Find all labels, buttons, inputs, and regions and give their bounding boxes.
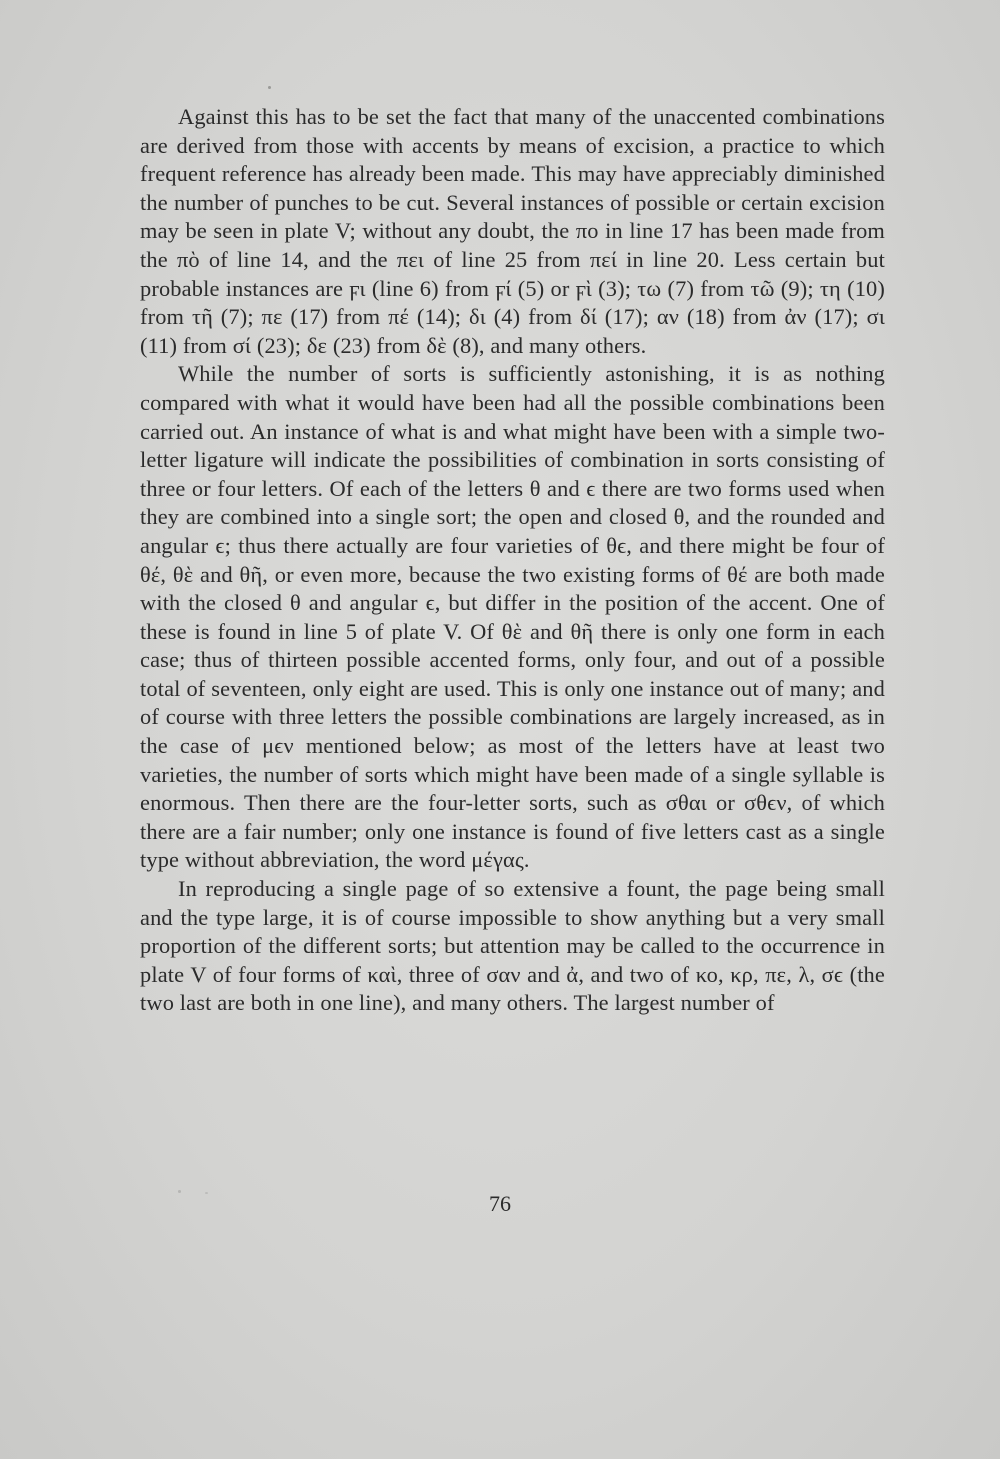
- body-text: [140, 103, 885, 1018]
- paper-speck: [268, 86, 271, 89]
- paragraph: Against this has to be set the fact that many of the unaccented combinations are derived from those with accents by means of excision, a practice to which frequent reference has already been made. This may have appreciably diminished the number of punches to be cut. Several instances of possible or certain excision may be seen in plate V; without any doubt, the πο in line 17 has been made from the πὸ of line 14, and the πει of line 25 from πεί in line 20. Less certain but probable instances are ϝι (line 6) from ϝί (5) or ϝὶ (3); τω (7) from τῶ (9); τη (10) from τῆ (7); πε (17) from πέ (14); δι (4) from δί (17); αν (18) from ἀν (17); σι (11) from σί (23); δε (23) from δὲ (8), and many others.: [140, 104, 885, 358]
- paragraph: While the number of sorts is sufficiently astonishing, it is as nothing compared with what it would have been had all the possible combinations been carried out. An instance of what is and what might have been with a simple two-letter ligature will indicate the possibilities of combination in sorts consisting of three or four letters. Of each of the letters θ and ϵ there are two forms used when they are combined into a single sort; the open and closed θ, and the rounded and angular ϵ; thus there actually are four varieties of θϵ, and there might be four of θέ, θὲ and θῆ, or even more, because the two existing forms of θέ are both made with the closed θ and angular ϵ, but differ in the position of the accent. One of these is found in line 5 of plate V. Of θὲ and θῆ there is only one form in each case; thus of thirteen possible accented forms, only four, and out of a possible total of seventeen, only eight are used. This is only one instance out of many; and of course with three letters the possible combinations are largely increased, as in the case of μϵν mentioned below; as most of the letters have at least two varieties, the number of sorts which might have been made of a single syllable is enormous. Then there are the four-letter sorts, such as σθαι or σθϵν, of which there are a fair number; only one instance is found of five letters cast as a single type without abbreviation, the word μέγας.: [140, 361, 885, 873]
- page-number: 76: [489, 1191, 511, 1216]
- paragraph: In reproducing a single page of so extensive a fount, the page being small and the type large, it is of course impossible to show anything but a very small proportion of the different sorts; but attention may be called to the occurrence in plate V of four forms of καὶ, three of σαν and ἀ, and two of κο, κρ, πε, λ, σϵ (the two last are both in one line), and many others. The largest number of: [140, 876, 885, 1016]
- paper-speck: [205, 1192, 208, 1194]
- paper-speck: [178, 1190, 181, 1193]
